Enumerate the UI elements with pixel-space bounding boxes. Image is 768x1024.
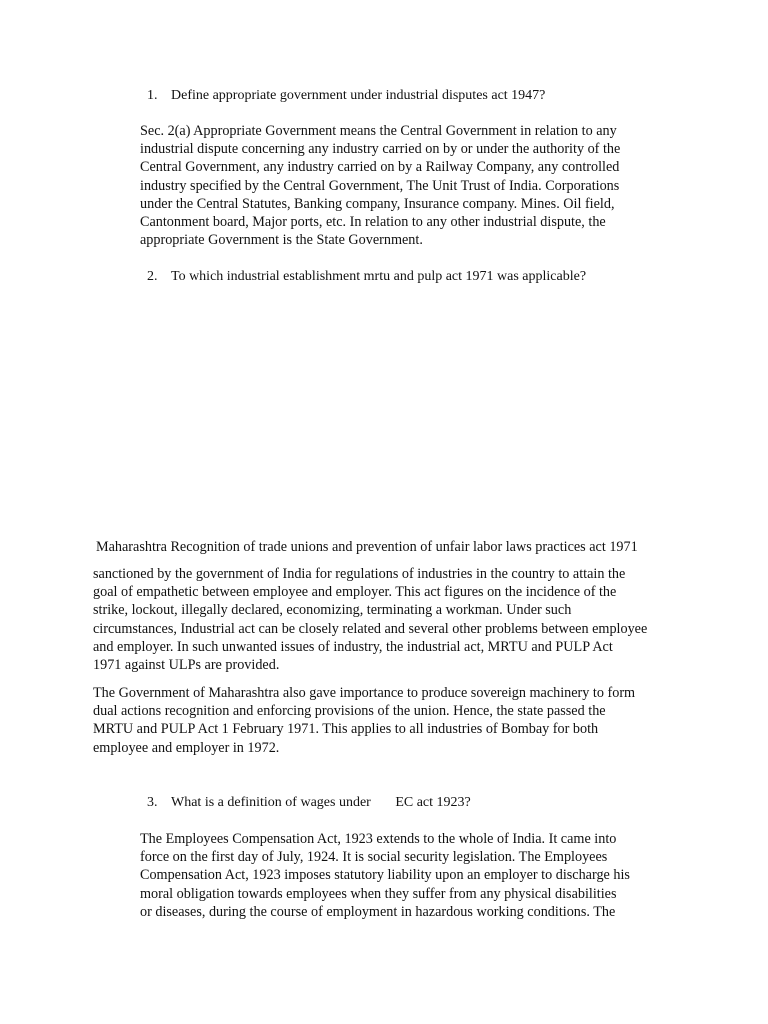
mrtu-section-title <box>96 538 696 556</box>
answer-1-line: industrial dispute concerning any industry carried on by or under the authority of the <box>140 141 621 158</box>
answer-3-line: The Employees Compensation Act, 1923 extends to the whole of India. It came into <box>140 831 617 847</box>
answer-1-line: Cantonment board, Major ports, etc. In relation to any other industrial dispute, the <box>140 214 606 231</box>
mrtu-p1-line: sanctioned by the government of India for regulations of industries in the country to attain the <box>93 566 626 582</box>
mrtu-p1-line: circumstances, Industrial act can be closely related and several other problems between employee <box>93 620 648 637</box>
answer-1-paragraph <box>140 122 680 249</box>
mrtu-p2-line: The Government of Maharashtra also gave importance to produce sovereign machinery to form <box>93 685 636 701</box>
answer-1-line: under the Central Statutes, Banking company, Insurance company. Mines. Oil field, <box>140 195 615 212</box>
mrtu-p1-line: strike, lockout, illegally declared, economizing, terminating a workman. Under such <box>93 602 572 619</box>
mrtu-p2-line: employee and employer in 1972. <box>93 739 280 756</box>
answer-1-line: appropriate Government is the State Government. <box>140 232 423 249</box>
mrtu-p1-line: and employer. In such unwanted issues of industry, the industrial act, MRTU and PULP Act <box>93 638 613 655</box>
answer-3-line: moral obligation towards employees when they suffer from any physical disabilities <box>140 885 617 902</box>
question-1 <box>147 87 667 105</box>
question-2-number: 2. <box>147 269 158 284</box>
question-1-number: 1. <box>147 88 158 103</box>
mrtu-p2-line: dual actions recognition and enforcing provisions of the union. Hence, the state passed the <box>93 703 606 720</box>
answer-1-line: industry specified by the Central Government, The Unit Trust of India. Corporations <box>140 177 620 194</box>
question-2 <box>147 268 667 286</box>
question-3-number: 3. <box>147 795 158 810</box>
question-3 <box>147 794 667 812</box>
mrtu-p1-line: goal of empathetic between employee and employer. This act figures on the incidence of the <box>93 584 617 601</box>
mrtu-paragraph-2 <box>93 684 693 757</box>
answer-3-line: Compensation Act, 1923 imposes statutory liability upon an employer to discharge his <box>140 867 630 884</box>
answer-3-line: or diseases, during the course of employment in hazardous working conditions. The <box>140 903 616 920</box>
answer-1-line: Central Government, any industry carried on by a Railway Company, any controlled <box>140 159 620 176</box>
answer-1-line: Sec. 2(a) Appropriate Government means the Central Government in relation to any <box>140 123 617 139</box>
answer-3-paragraph <box>140 830 700 921</box>
mrtu-p1-line: 1971 against ULPs are provided. <box>93 657 280 674</box>
question-1-text: Define appropriate government under industrial disputes act 1947? <box>171 88 546 103</box>
mrtu-paragraph-1 <box>93 565 693 674</box>
question-3-text: What is a definition of wages under EC act 1923? <box>171 795 471 810</box>
question-2-text: To which industrial establishment mrtu and pulp act 1971 was applicable? <box>171 269 587 284</box>
answer-3-line: force on the first day of July, 1924. It is social security legislation. The Employees <box>140 849 608 866</box>
mrtu-p2-line: MRTU and PULP Act 1 February 1971. This applies to all industries of Bombay for both <box>93 721 599 738</box>
mrtu-title-text: Maharashtra Recognition of trade unions and prevention of unfair labor laws practices act 1971 <box>96 539 638 555</box>
